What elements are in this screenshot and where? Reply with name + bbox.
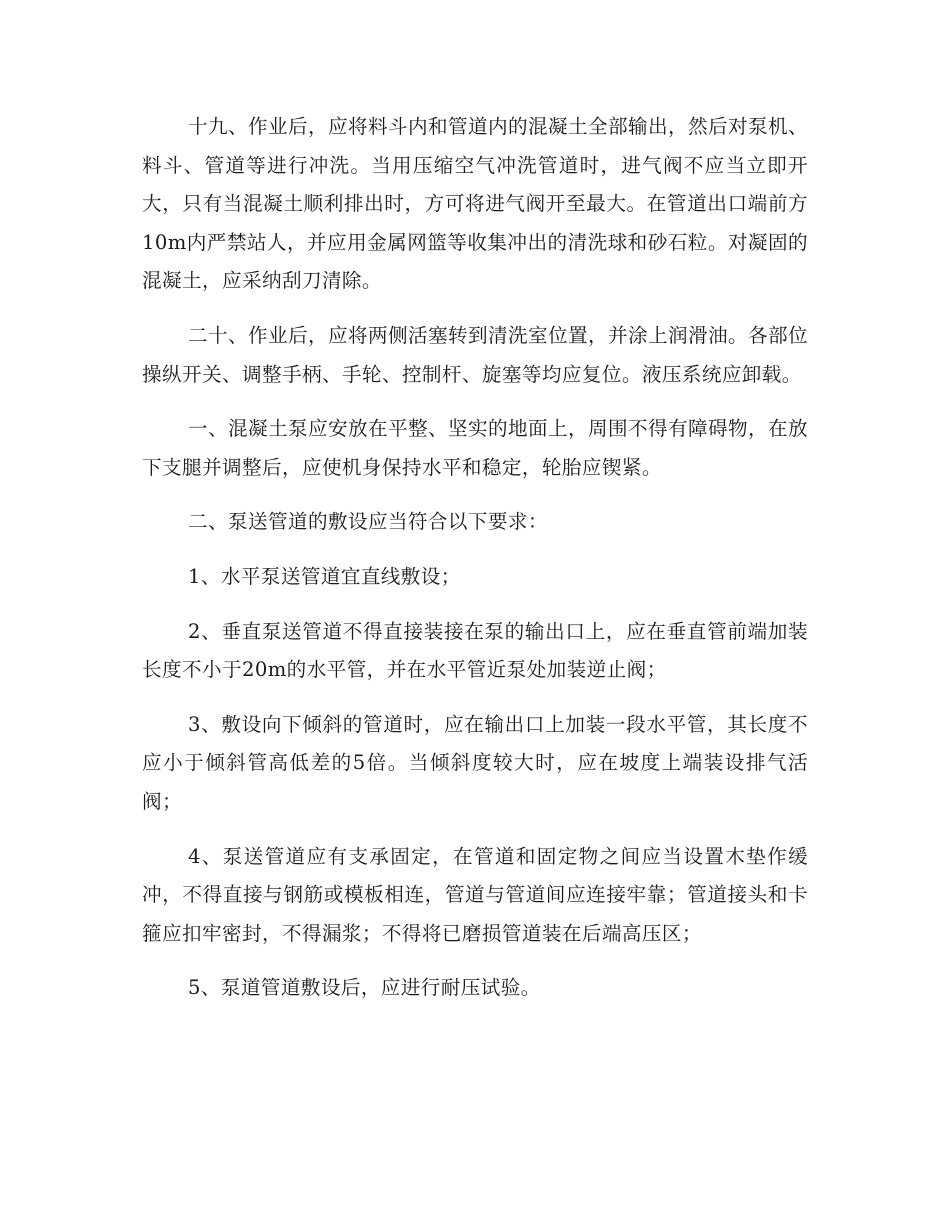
paragraph-1: 一、混凝土泵应安放在平整、坚实的地面上，周围不得有障碍物，在放下支腿并调整后，应使机身保持水平和稳定，轮胎应锲紧。	[142, 417, 808, 479]
list-item-2: 2、垂直泵送管道不得直接装接在泵的输出口上，应在垂直管前端加装长度不小于20m的水平管，并在水平管近泵处加装逆止阀；	[142, 619, 808, 682]
paragraph-19: 十九、作业后，应将料斗内和管道内的混凝土全部输出，然后对泵机、料斗、管道等进行冲洗。当用压缩空气冲洗管道时，进气阀不应当立即开大，只有当混凝土顺利排出时，方可将进气阀开至最大。在管道出口端前方10m内严禁站人，并应用金属网篮等收集冲出的清洗球和砂石粒。对凝固的混凝土，应采纳刮刀清除。	[142, 115, 808, 293]
list-item-1: 1、水平泵送管道宜直线敷设；	[188, 564, 461, 588]
list-item-5: 5、泵道管道敷设后，应进行耐压试验。	[188, 976, 541, 1000]
list-item-3: 3、敷设向下倾斜的管道时，应在输出口上加装一段水平管，其长度不应小于倾斜管高低差的5倍。当倾斜度较大时，应在坡度上端装设排气活阀；	[142, 712, 808, 813]
paragraph-2: 二、泵送管道的敷设应当符合以下要求：	[188, 510, 548, 534]
paragraph-20: 二十、作业后，应将两侧活塞转到清洗室位置，并涂上润滑油。各部位操纵开关、调整手柄、手轮、控制杆、旋塞等均应复位。液压系统应卸载。	[142, 323, 808, 386]
list-item-4: 4、泵送管道应有支承固定，在管道和固定物之间应当设置木垫作缓冲，不得直接与钢筋或模板相连，管道与管道间应连接牢靠；管道接头和卡箍应扣牢密封，不得漏浆；不得将已磨损管道装在后端高压区；	[142, 844, 808, 945]
document-body	[142, 108, 808, 1008]
